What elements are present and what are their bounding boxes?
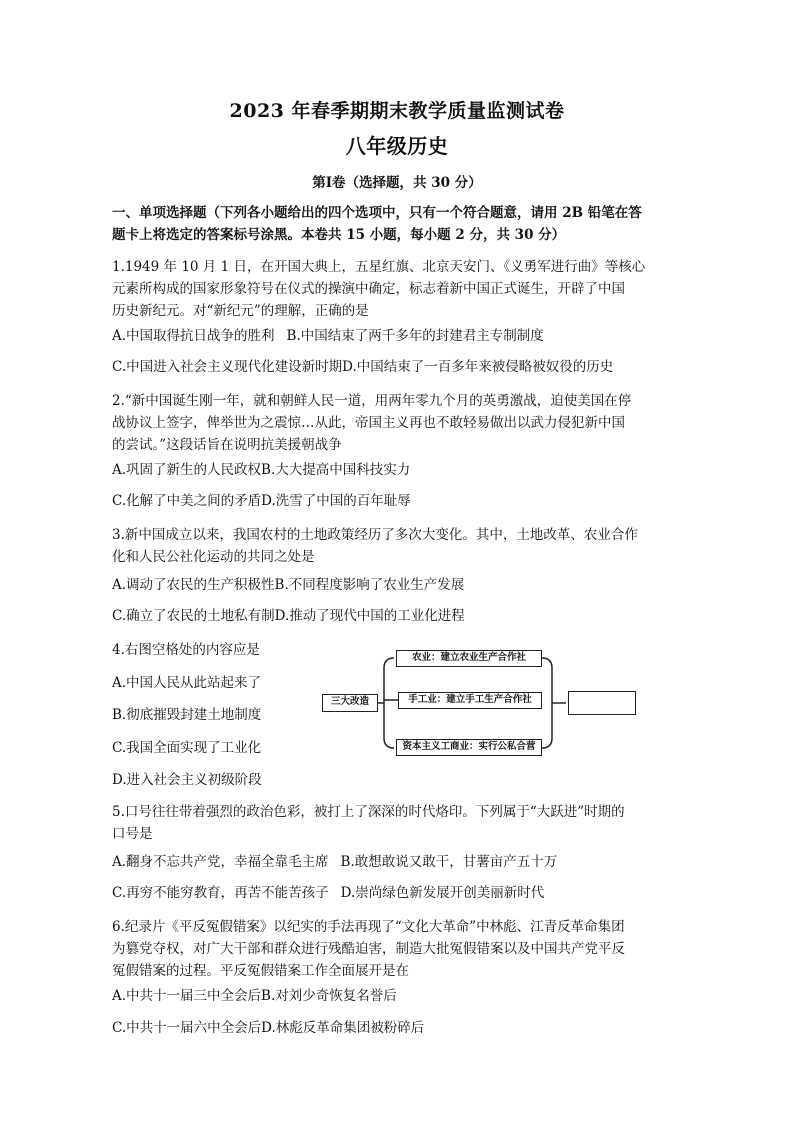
question-1-options-row-1 [112, 325, 712, 347]
option-a: A.中国取得抗日战争的胜利 [112, 328, 275, 344]
part-heading: 第Ⅰ卷（选择题，共 30 分） [312, 175, 482, 191]
instruction-line: 一、单项选择题（下列各小题给出的四个选项中，只有一个符合题意，请用 2B 铅笔在答 [112, 205, 642, 221]
option-a: A.翻身不忘共产党，幸福全靠毛主席 [112, 854, 329, 870]
stem-line: 化和人民公社化运动的共同之处是 [112, 549, 315, 565]
option-d: D.中国结束了一百多年来被侵略被奴役的历史 [342, 359, 614, 375]
stem-line: 2.“新中国诞生刚一年，就和朝鲜人民一道，用两年零九个月的英勇激战，迫使美国在停 [112, 393, 632, 409]
option-d: D.林彪反革命集团被粉碎后 [261, 1020, 425, 1036]
diagram-item-commerce: 资本主义工商业：实行公私合营 [396, 739, 542, 756]
question-4-option-d: D.进入社会主义初级阶段 [112, 772, 262, 788]
question-5-stem [112, 801, 692, 845]
option-c: C.再穷不能穷教育，再苦不能苦孩子 [112, 885, 329, 901]
question-3-stem [112, 524, 692, 568]
section-instruction [112, 202, 692, 246]
option-c: C.化解了中美之间的矛盾 [112, 493, 262, 509]
diagram-root-box: 三大改造 [322, 694, 378, 712]
stem-line: 冤假错案的过程。平反冤假错案工作全面展开是在 [112, 963, 409, 979]
stem-line: 口号是 [112, 826, 153, 842]
question-4-option-c: C.我国全面实现了工业化 [112, 740, 262, 756]
question-4-option-a: A.中国人民从此站起来了 [112, 675, 262, 691]
question-2-stem [112, 390, 692, 456]
option-d: D.崇尚绿色新发展开创美丽新时代 [340, 885, 545, 901]
question-6-stem [112, 916, 692, 982]
stem-line: 1.1949 年 10 月 1 日，在开国大典上，五星红旗、北京天安门、《义勇军进行曲》等核心 [112, 259, 646, 275]
stem-line: 历史新纪元。对“新纪元”的理解，正确的是 [112, 303, 369, 319]
question-5-options-row-2 [112, 882, 712, 904]
question-1-stem [112, 256, 692, 322]
option-b: B.敢想敢说又敢干，甘薯亩产五十万 [340, 854, 558, 870]
stem-line: 3.新中国成立以来，我国农村的土地政策经历了多次大变化。其中，土地改革、农业合作 [112, 527, 638, 543]
option-b: B.对刘少奇恢复名誉后 [261, 988, 397, 1004]
option-b: B.大大提高中国科技实力 [261, 462, 411, 478]
question-2-options-row-1 [112, 459, 712, 481]
option-c: C.中共十一届六中全会后 [112, 1020, 262, 1036]
question-2-options-row-2 [112, 490, 712, 512]
stem-line: 的尝试。”这段话旨在说明抗美援朝战争 [112, 437, 342, 453]
stem-line: 为篡党夺权，对广大干部和群众进行残酷迫害，制造大批冤假错案以及中国共产党平反 [112, 941, 625, 957]
option-c: C.确立了农民的土地私有制 [112, 608, 275, 624]
option-a: A.中共十一届三中全会后 [112, 988, 262, 1004]
option-a: A.调动了农民的生产积极性 [112, 577, 275, 593]
diagram-item-agriculture: 农业：建立农业生产合作社 [396, 650, 542, 667]
instruction-line: 题卡上将选定的答案标号涂黑。本卷共 15 小题，每小题 2 分，共 30 分） [112, 227, 566, 243]
option-b: B.不同程度影响了农业生产发展 [274, 577, 465, 593]
question-3-options-row-1 [112, 574, 712, 596]
question-5-options-row-1 [112, 851, 712, 873]
question-1-options-row-2 [112, 356, 712, 378]
three-transformations-diagram [320, 643, 650, 757]
question-4-option-b: B.彻底摧毁封建土地制度 [112, 707, 262, 723]
question-6-options-row-2 [112, 1017, 712, 1039]
option-a: A.巩固了新生的人民政权 [112, 462, 262, 478]
option-c: C.中国进入社会主义现代化建设新时期 [112, 359, 343, 375]
stem-line: 5.口号往往带着强烈的政治色彩，被打上了深深的时代烙印。下列属于“大跃进”时期的 [112, 804, 625, 820]
exam-subtitle: 八年级历史 [345, 134, 449, 158]
option-b: B.中国结束了两千多年的封建君主专制制度 [286, 328, 544, 344]
stem-line: 6.纪录片《平反冤假错案》以纪实的手法再现了“文化大革命”中林彪、江青反革命集团 [112, 919, 625, 935]
stem-line: 元素所构成的国家形象符号在仪式的操演中确定，标志着新中国正式诞生，开辟了中国 [112, 281, 625, 297]
question-4-stem: 4.右图空格处的内容应是 [112, 642, 260, 658]
option-d: D.洗雪了中国的百年耻辱 [261, 493, 411, 509]
question-3-options-row-2 [112, 605, 712, 627]
stem-line: 战协议上签字，俾举世为之震惊…从此，帝国主义再也不敢轻易做出以武力侵犯新中国 [112, 415, 625, 431]
diagram-blank-box [568, 691, 636, 715]
exam-title: 2023 年春季期期末教学质量监测试卷 [229, 100, 565, 122]
option-d: D.推动了现代中国的工业化进程 [274, 608, 465, 624]
question-6-options-row-1 [112, 985, 712, 1007]
diagram-item-handicraft: 手工业：建立手工生产合作社 [398, 692, 542, 709]
